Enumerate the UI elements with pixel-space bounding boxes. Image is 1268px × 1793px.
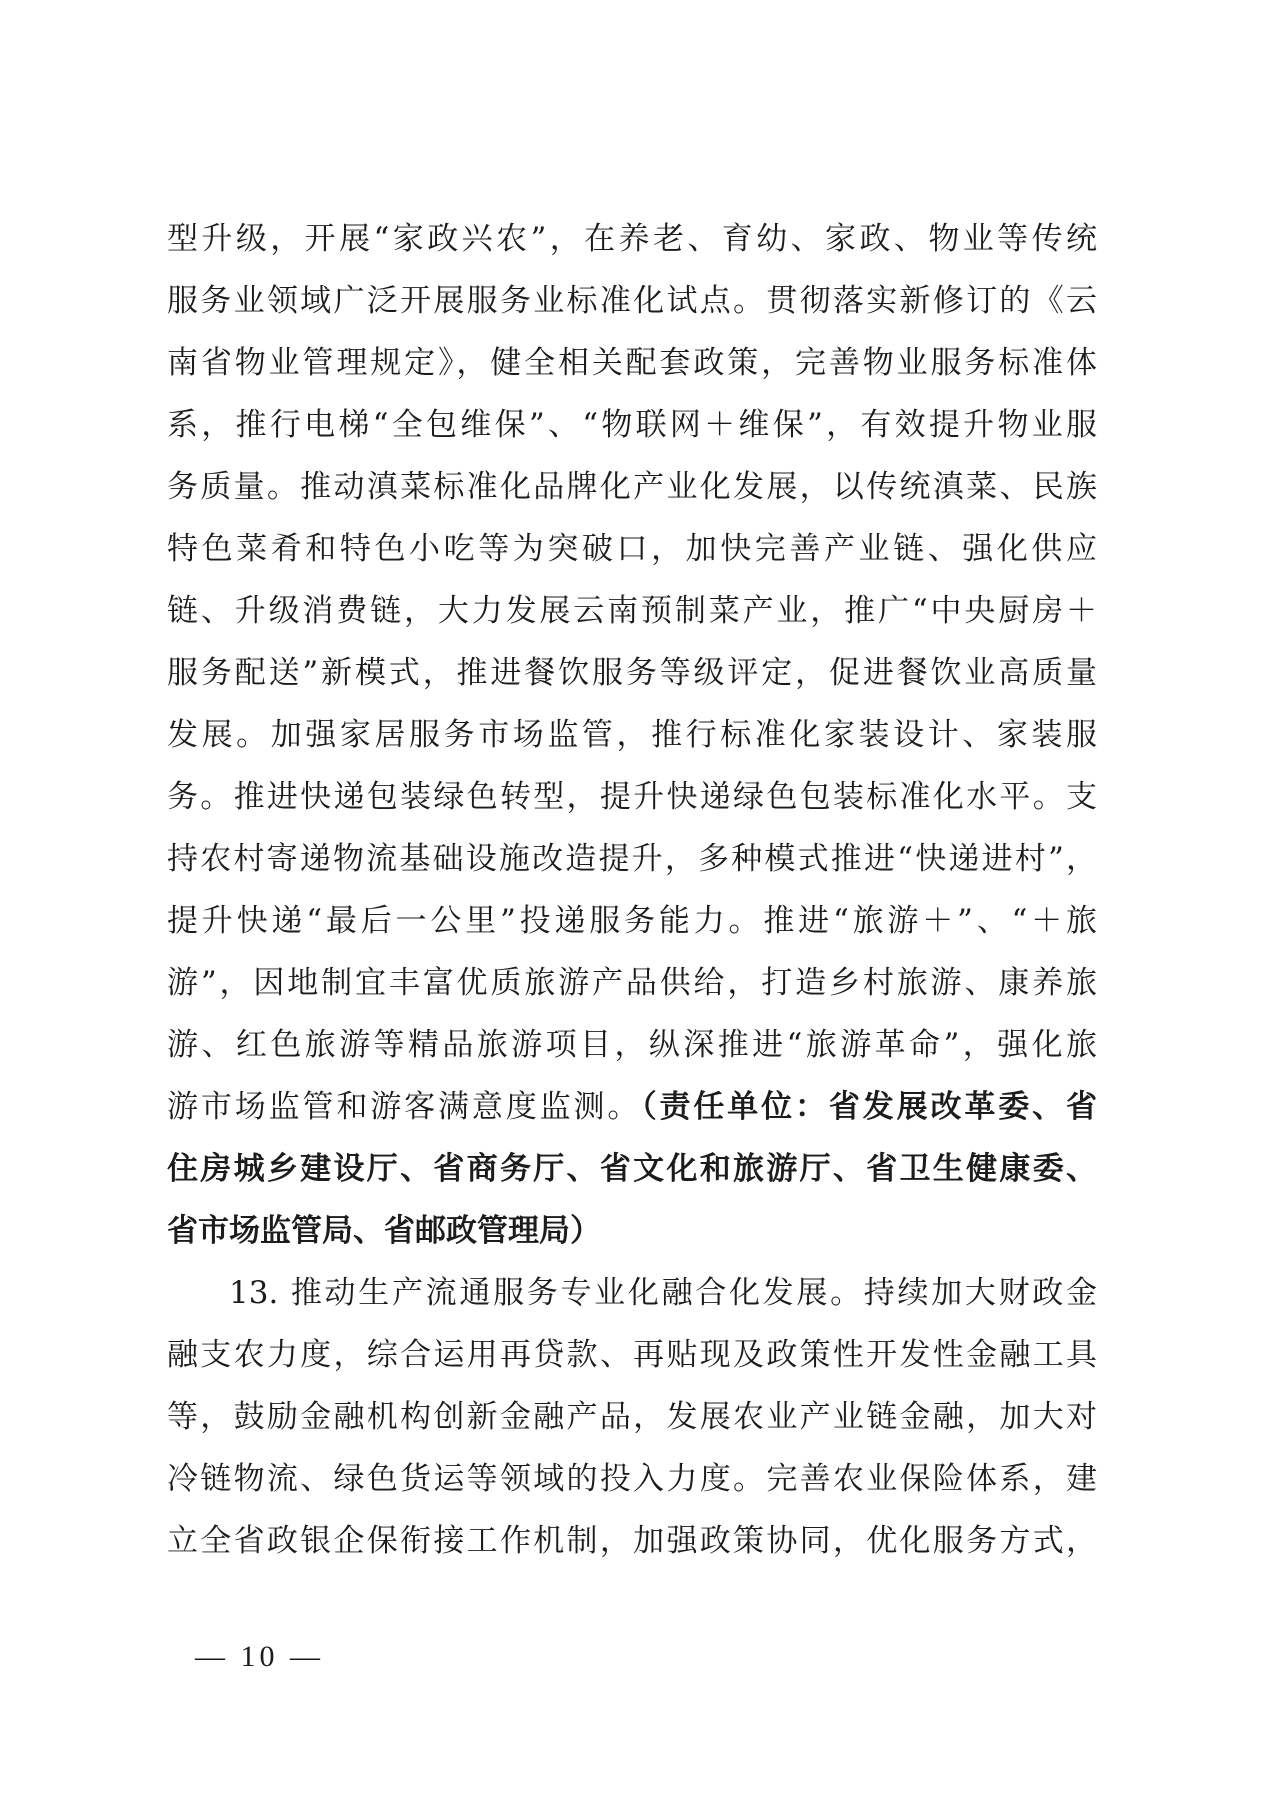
text-line: 特色菜肴和特色小吃等为突破口，加快完善产业链、强化供应 [167,531,1097,567]
text-line: 服务配送”新模式，推进餐饮服务等级评定，促进餐饮业高质量 [167,655,1097,691]
page-number: — 10 — [195,1640,324,1673]
text-line: 链、升级消费链，大力发展云南预制菜产业，推广“中央厨房＋ [167,593,1097,629]
text-line: 融支农力度，综合运用再贷款、再贴现及政策性开发性金融工具 [167,1337,1097,1373]
text-line: 冷链物流、绿色货运等领域的投入力度。完善农业保险体系，建 [167,1461,1097,1497]
paragraph [167,1262,1097,1572]
text-line: 持农村寄递物流基础设施改造提升，多种模式推进“快递进村”， [167,841,1097,877]
responsible-units-start: （责任单位：省发展改革委、省 [641,1089,1097,1125]
text-line-mixed [167,1076,1097,1138]
text-line: 发展。加强家居服务市场监管，推行标准化家装设计、家装服 [167,717,1097,753]
text-line: 提升快递“最后一公里”投递服务能力。推进“旅游＋”、“＋旅 [167,903,1097,939]
text-line: 立全省政银企保衔接工作机制，加强政策协同，优化服务方式， [167,1523,1097,1559]
text-line: 服务业领域广泛开展服务业标准化试点。贯彻落实新修订的《云 [167,283,1097,319]
text-line: 型升级，开展“家政兴农”，在养老、育幼、家政、物业等传统 [167,221,1097,257]
text-line: 游”，因地制宜丰富优质旅游产品供给，打造乡村旅游、康养旅 [167,965,1097,1001]
text-line: 13. 推动生产流通服务专业化融合化发展。持续加大财政金 [229,1275,1097,1311]
paragraph [167,208,1097,1262]
responsible-units-line: 住房城乡建设厅、省商务厅、省文化和旅游厅、省卫生健康委、 [167,1151,1097,1187]
text-line: 游、红色旅游等精品旅游项目，纵深推进“旅游革命”，强化旅 [167,1027,1097,1063]
text-line: 等，鼓励金融机构创新金融产品，发展农业产业链金融，加大对 [167,1399,1097,1435]
text-line: 务质量。推动滇菜标准化品牌化产业化发展，以传统滇菜、民族 [167,469,1097,505]
text-line: 务。推进快递包装绿色转型，提升快递绿色包装标准化水平。支 [167,779,1097,815]
text-segment: 游市场监管和游客满意度监测。 [167,1089,642,1125]
body-text [167,208,1097,1572]
responsible-units-line: 省市场监管局、省邮政管理局） [167,1213,601,1249]
text-line: 南省物业管理规定》，健全相关配套政策，完善物业服务标准体 [167,345,1097,381]
text-line: 系，推行电梯“全包维保”、“物联网＋维保”，有效提升物业服 [167,407,1097,443]
